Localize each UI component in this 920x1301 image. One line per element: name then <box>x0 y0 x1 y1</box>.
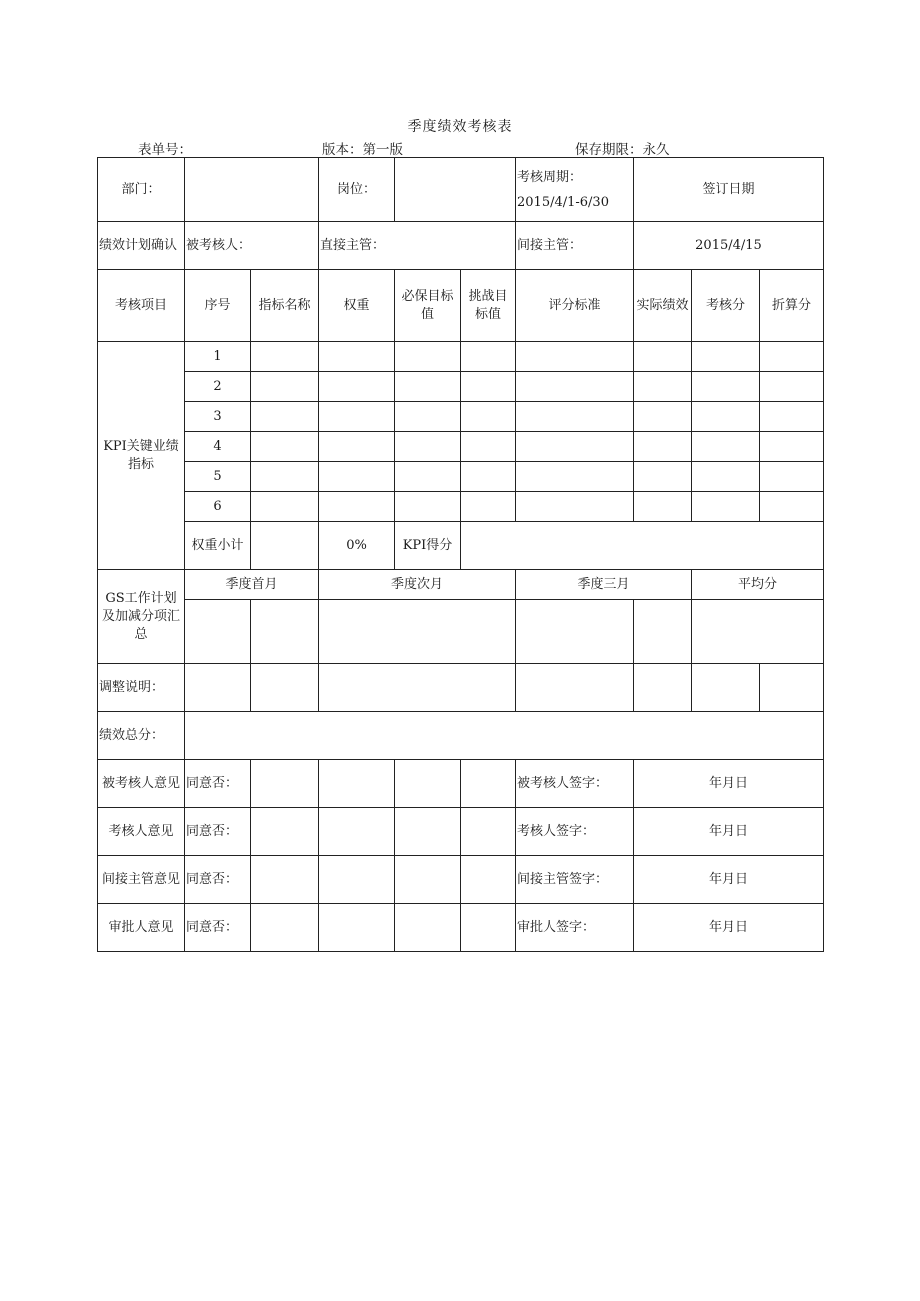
kpi-row <box>98 462 824 492</box>
gs-cell[interactable] <box>185 600 251 664</box>
kpi-section-label-text: KPI关键业绩指标 <box>103 438 179 472</box>
gs-cell[interactable] <box>692 600 824 664</box>
opinion-cell[interactable] <box>319 904 395 952</box>
kpi-seq: 3 <box>185 402 251 432</box>
kpi-cell[interactable] <box>516 372 634 402</box>
kpi-score-value[interactable] <box>461 522 824 570</box>
version-label: 版本：第一版 <box>322 142 403 158</box>
opinion-cell[interactable] <box>395 808 461 856</box>
kpi-score-label: KPI得分 <box>395 522 461 570</box>
opinion-cell[interactable] <box>461 760 516 808</box>
kpi-cell[interactable] <box>692 432 760 462</box>
department-value[interactable] <box>185 158 319 222</box>
kpi-cell[interactable] <box>516 402 634 432</box>
col-challenge-target-text: 挑战目标值 <box>468 288 508 322</box>
adjustment-cell[interactable] <box>516 664 634 712</box>
opinion-cell[interactable] <box>461 904 516 952</box>
date-label[interactable]: 年月日 <box>634 760 824 808</box>
header-row <box>98 158 824 222</box>
kpi-cell[interactable] <box>634 402 692 432</box>
kpi-seq: 5 <box>185 462 251 492</box>
kpi-cell[interactable] <box>692 342 760 372</box>
col-seq: 序号 <box>185 270 251 342</box>
adjustment-cell[interactable] <box>760 664 824 712</box>
plan-sign-date: 2015/4/15 <box>634 222 824 270</box>
opinion-cell[interactable] <box>319 760 395 808</box>
date-label[interactable]: 年月日 <box>634 856 824 904</box>
kpi-cell[interactable] <box>395 432 461 462</box>
kpi-cell[interactable] <box>395 462 461 492</box>
col-actual-performance: 实际绩效 <box>634 270 692 342</box>
kpi-cell[interactable] <box>692 372 760 402</box>
kpi-cell[interactable] <box>395 402 461 432</box>
adjustment-row <box>98 664 824 712</box>
kpi-cell[interactable] <box>760 492 824 522</box>
kpi-section-label <box>98 342 185 570</box>
position-label: 岗位： <box>319 158 395 222</box>
indirect-supervisor-label[interactable]: 间接主管： <box>516 222 634 270</box>
column-header-row <box>98 270 824 342</box>
kpi-cell[interactable] <box>395 492 461 522</box>
kpi-seq: 4 <box>185 432 251 462</box>
kpi-cell[interactable] <box>251 462 319 492</box>
signature-label[interactable]: 审批人签字： <box>516 904 634 952</box>
gs-cell[interactable] <box>319 600 516 664</box>
kpi-cell[interactable] <box>251 402 319 432</box>
kpi-cell[interactable] <box>760 402 824 432</box>
kpi-cell[interactable] <box>251 342 319 372</box>
opinion-cell[interactable] <box>395 904 461 952</box>
agree-label[interactable]: 同意否： <box>185 904 251 952</box>
kpi-cell[interactable] <box>516 462 634 492</box>
kpi-cell[interactable] <box>692 492 760 522</box>
col-guaranteed-target-text: 必保目标值 <box>401 288 454 322</box>
period-cell <box>516 158 634 222</box>
date-label[interactable]: 年月日 <box>634 808 824 856</box>
adjustment-cell[interactable] <box>251 664 319 712</box>
gs-cell[interactable] <box>251 600 319 664</box>
kpi-cell[interactable] <box>634 462 692 492</box>
position-value[interactable] <box>395 158 516 222</box>
opinion-cell[interactable] <box>395 760 461 808</box>
kpi-cell[interactable] <box>692 402 760 432</box>
opinion-label: 审批人意见 <box>98 904 185 952</box>
kpi-seq: 6 <box>185 492 251 522</box>
kpi-subtotal-row <box>98 522 824 570</box>
opinion-row <box>98 808 824 856</box>
kpi-cell[interactable] <box>251 372 319 402</box>
assessment-table <box>97 157 824 952</box>
opinion-label: 考核人意见 <box>98 808 185 856</box>
date-label[interactable]: 年月日 <box>634 904 824 952</box>
kpi-row <box>98 492 824 522</box>
kpi-cell[interactable] <box>319 372 395 402</box>
form-title: 季度绩效考核表 <box>407 119 513 135</box>
kpi-cell[interactable] <box>461 462 516 492</box>
form-number-label: 表单号： <box>138 142 192 158</box>
total-score-value[interactable] <box>185 712 824 760</box>
opinion-cell[interactable] <box>319 856 395 904</box>
plan-confirm-label: 绩效计划确认 <box>98 222 185 270</box>
kpi-cell[interactable] <box>461 342 516 372</box>
kpi-row <box>98 432 824 462</box>
col-item: 考核项目 <box>98 270 185 342</box>
col-assessment-score: 考核分 <box>692 270 760 342</box>
gs-section-label <box>98 570 185 664</box>
signature-label[interactable]: 被考核人签字： <box>516 760 634 808</box>
opinion-cell[interactable] <box>251 808 319 856</box>
kpi-cell[interactable] <box>395 372 461 402</box>
kpi-cell[interactable] <box>516 432 634 462</box>
kpi-cell[interactable] <box>760 462 824 492</box>
kpi-cell[interactable] <box>634 342 692 372</box>
opinion-label: 被考核人意见 <box>98 760 185 808</box>
opinion-cell[interactable] <box>251 904 319 952</box>
opinion-cell[interactable] <box>461 808 516 856</box>
col-challenge-target <box>461 270 516 342</box>
kpi-cell[interactable] <box>461 492 516 522</box>
adjustment-cell[interactable] <box>634 664 692 712</box>
col-converted-score: 折算分 <box>760 270 824 342</box>
kpi-seq: 2 <box>185 372 251 402</box>
opinion-cell[interactable] <box>461 856 516 904</box>
gs-average: 平均分 <box>692 570 824 600</box>
kpi-cell[interactable] <box>461 432 516 462</box>
department-label: 部门： <box>98 158 185 222</box>
assessee-label[interactable]: 被考核人： <box>185 222 319 270</box>
kpi-cell[interactable] <box>516 342 634 372</box>
gs-value-row <box>98 600 824 664</box>
kpi-cell[interactable] <box>319 492 395 522</box>
col-weight: 权重 <box>319 270 395 342</box>
agree-label[interactable]: 同意否： <box>185 856 251 904</box>
kpi-cell[interactable] <box>692 462 760 492</box>
opinion-row <box>98 760 824 808</box>
kpi-cell[interactable] <box>319 342 395 372</box>
kpi-cell[interactable] <box>319 462 395 492</box>
opinion-cell[interactable] <box>319 808 395 856</box>
signature-label[interactable]: 间接主管签字： <box>516 856 634 904</box>
kpi-row <box>98 402 824 432</box>
gs-month1: 季度首月 <box>185 570 319 600</box>
opinion-cell[interactable] <box>251 760 319 808</box>
kpi-cell[interactable] <box>634 372 692 402</box>
opinion-row <box>98 856 824 904</box>
kpi-cell[interactable] <box>634 492 692 522</box>
agree-label[interactable]: 同意否： <box>185 760 251 808</box>
kpi-cell[interactable] <box>634 432 692 462</box>
gs-month2: 季度次月 <box>319 570 516 600</box>
plan-confirm-row <box>98 222 824 270</box>
kpi-cell[interactable] <box>251 432 319 462</box>
period-label: 考核周期： <box>517 169 583 185</box>
kpi-cell[interactable] <box>461 372 516 402</box>
gs-header-row <box>98 570 824 600</box>
total-score-label: 绩效总分： <box>98 712 185 760</box>
gs-month3: 季度三月 <box>516 570 692 600</box>
retention-label: 保存期限：永久 <box>575 142 670 158</box>
direct-supervisor-label[interactable]: 直接主管： <box>319 222 516 270</box>
col-guaranteed-target <box>395 270 461 342</box>
gs-cell[interactable] <box>634 600 692 664</box>
adjustment-label: 调整说明： <box>98 664 185 712</box>
kpi-cell[interactable] <box>319 432 395 462</box>
kpi-cell[interactable] <box>395 342 461 372</box>
kpi-cell[interactable] <box>760 342 824 372</box>
gs-section-label-text: GS工作计划及加减分项汇总 <box>101 590 180 642</box>
opinion-row <box>98 904 824 952</box>
gs-cell[interactable] <box>516 600 634 664</box>
adjustment-cell[interactable] <box>692 664 760 712</box>
opinion-label: 间接主管意见 <box>98 856 185 904</box>
signature-label[interactable]: 考核人签字： <box>516 808 634 856</box>
adjustment-cell[interactable] <box>319 664 516 712</box>
kpi-row <box>98 372 824 402</box>
adjustment-cell[interactable] <box>185 664 251 712</box>
kpi-cell[interactable] <box>461 402 516 432</box>
kpi-cell[interactable] <box>251 492 319 522</box>
kpi-row <box>98 342 824 372</box>
agree-label[interactable]: 同意否： <box>185 808 251 856</box>
weight-subtotal-label: 权重小计 <box>185 522 251 570</box>
total-score-row <box>98 712 824 760</box>
period-value: 2015/4/1-6/30 <box>517 194 609 210</box>
col-scoring-standard: 评分标准 <box>516 270 634 342</box>
kpi-seq: 1 <box>185 342 251 372</box>
kpi-cell[interactable] <box>760 372 824 402</box>
kpi-cell[interactable] <box>516 492 634 522</box>
sign-date-label: 签订日期 <box>634 158 824 222</box>
kpi-cell[interactable] <box>319 402 395 432</box>
kpi-cell[interactable] <box>251 522 319 570</box>
weight-subtotal-value: 0% <box>319 522 395 570</box>
col-indicator-name: 指标名称 <box>251 270 319 342</box>
opinion-cell[interactable] <box>395 856 461 904</box>
kpi-cell[interactable] <box>760 432 824 462</box>
opinion-cell[interactable] <box>251 856 319 904</box>
